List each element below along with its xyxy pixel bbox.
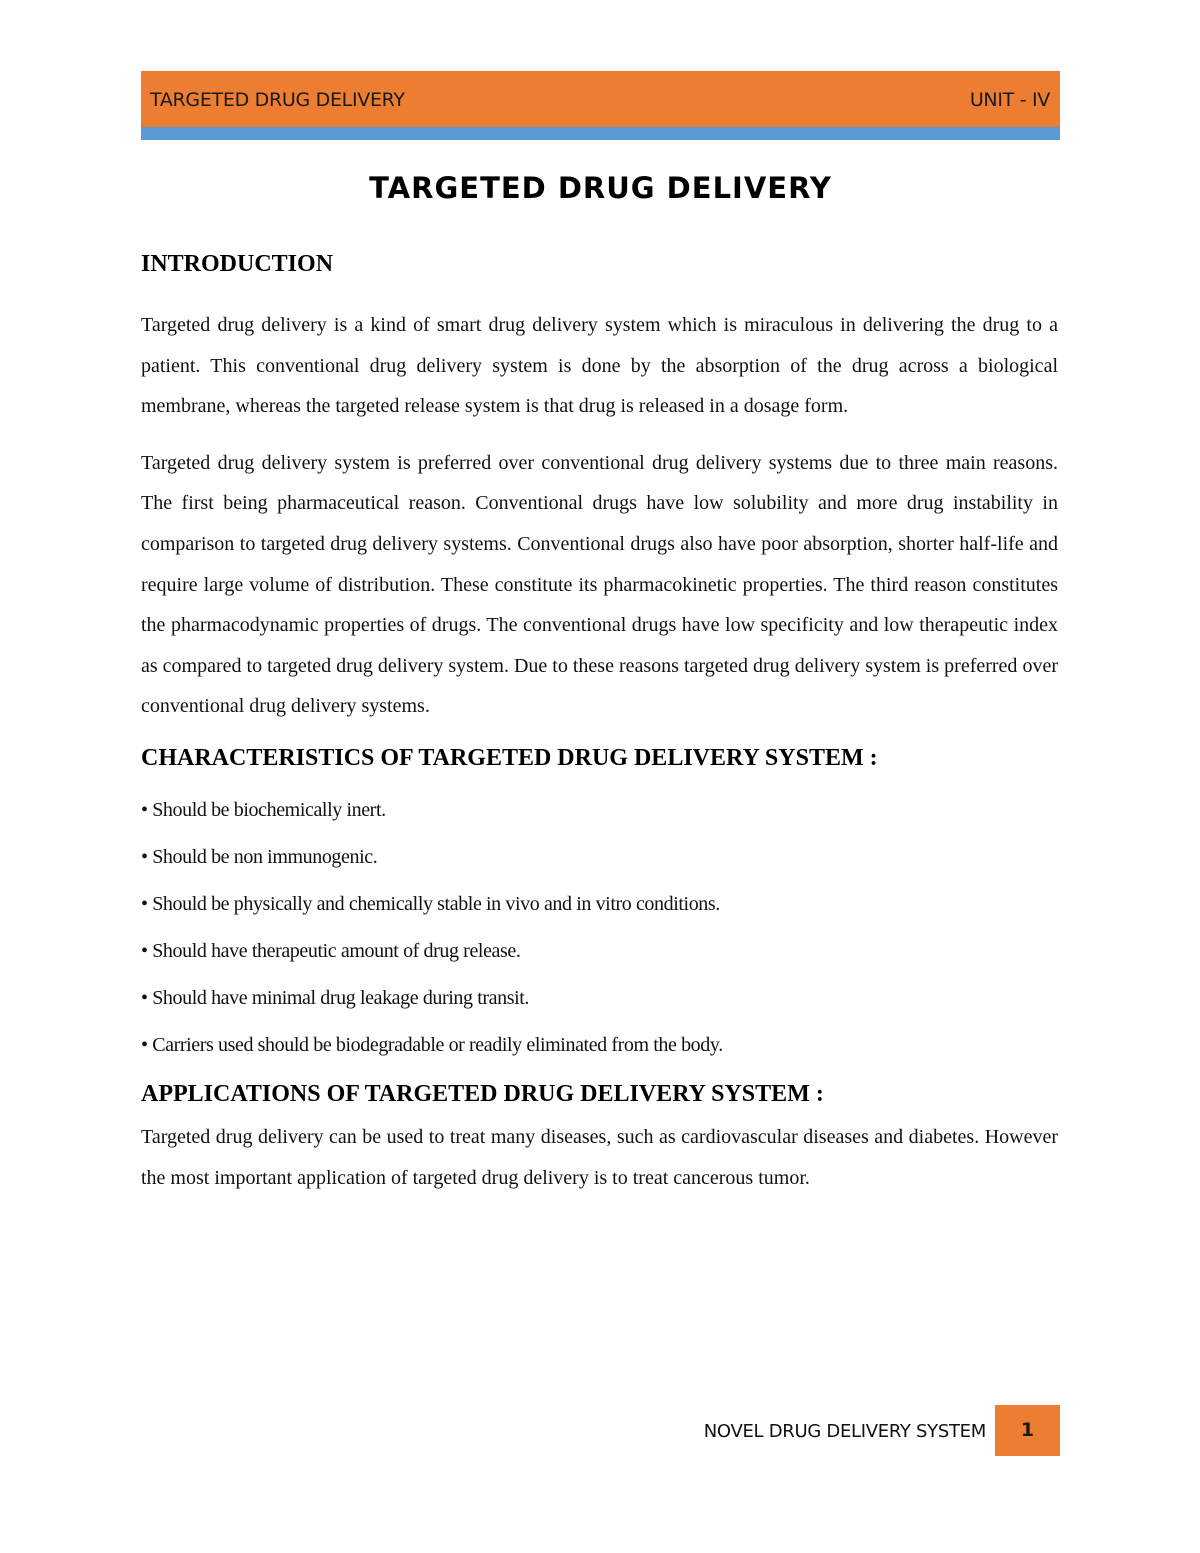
intro-paragraph-2: Targeted drug delivery system is preferred over conventional drug delivery systems due to three main reasons. The first being pharmaceutical reason. Conventional drugs have low solubility and more drug instability in comparison to targeted drug delivery systems. Conventional drugs also have poor absorption, shorter half-life and require large volume of distribution. These constitute its pharmacokinetic properties. The third reason constitutes the pharmacodynamic properties of drugs. The conventional drugs have low specificity and low therapeutic index as compared to targeted drug delivery system. Due to these reasons targeted drug delivery system is preferred over conventional drug delivery systems.: [141, 451, 1058, 718]
list-item: • Should have therapeutic amount of drug release.: [141, 939, 521, 962]
header-accent-stripe: [141, 127, 1060, 140]
header-title: TARGETED DRUG DELIVERY: [150, 89, 405, 111]
list-item: • Should have minimal drug leakage during transit.: [141, 986, 530, 1009]
applications-paragraph: Targeted drug delivery can be used to treat many diseases, such as cardiovascular diseases and diabetes. However the most important application of targeted drug delivery is to treat cancerous tumor.: [141, 1125, 1058, 1189]
introduction-heading: INTRODUCTION: [141, 251, 334, 277]
list-item: • Carriers used should be biodegradable or readily eliminated from the body.: [141, 1033, 723, 1056]
list-item: • Should be non immunogenic.: [141, 845, 378, 868]
list-item: • Should be biochemically inert.: [141, 798, 386, 821]
footer-label: NOVEL DRUG DELIVERY SYSTEM: [703, 1421, 986, 1442]
page-number-badge: 1: [995, 1405, 1060, 1456]
characteristics-list: [141, 787, 1058, 1069]
characteristics-heading: CHARACTERISTICS OF TARGETED DRUG DELIVERY SYSTEM :: [141, 744, 878, 771]
document-body: [141, 247, 1058, 1198]
header-unit: UNIT - IV: [969, 89, 1050, 111]
applications-heading: APPLICATIONS OF TARGETED DRUG DELIVERY SYSTEM :: [141, 1080, 824, 1107]
list-item: • Should be physically and chemically stable in vivo and in vitro conditions.: [141, 892, 720, 915]
intro-paragraph-1: Targeted drug delivery is a kind of smart drug delivery system which is miraculous in delivering the drug to a patient. This conventional drug delivery system is done by the absorption of the drug across a biological membrane, whereas the targeted release system is that drug is released in a dosage form.: [141, 314, 1058, 418]
document-title: TARGETED DRUG DELIVERY: [369, 171, 832, 205]
